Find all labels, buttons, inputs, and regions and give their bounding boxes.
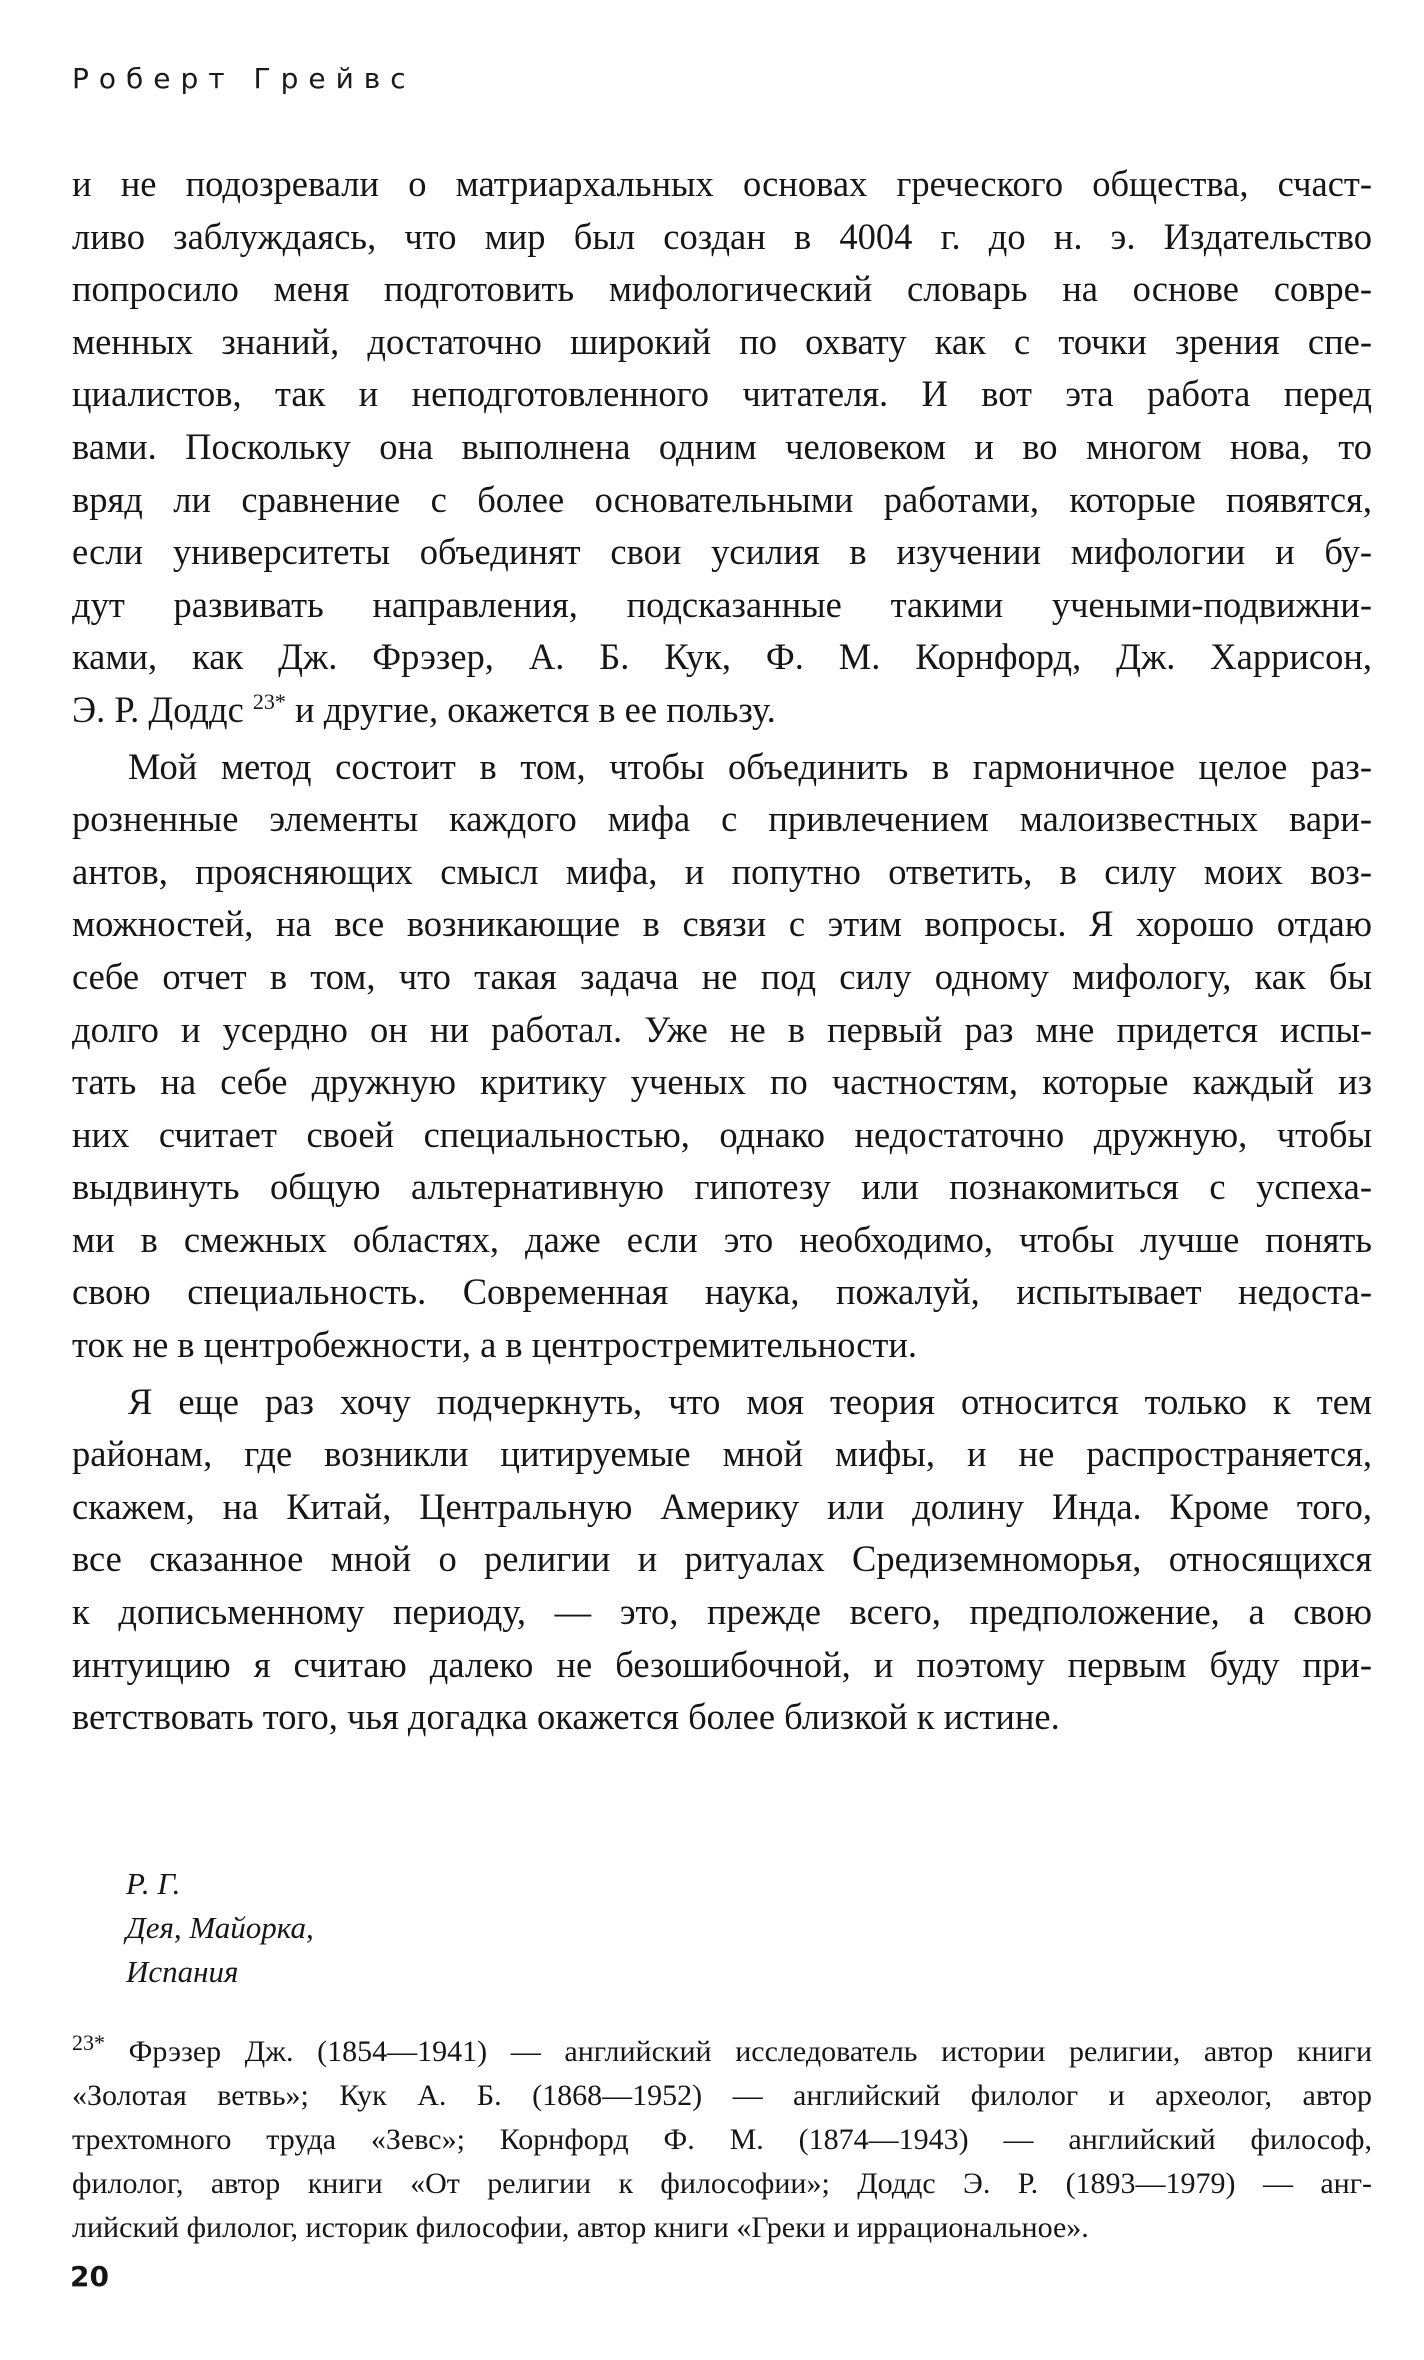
text-line: вряд ли сравнение с более основательными работами, которые появятся, (72, 478, 1372, 520)
text-line: дут развивать направления, подсказанные такими учеными-подвижни- (72, 583, 1372, 625)
text-line: свою специальность. Современная наука, пожалуй, испытывает недоста- (72, 1271, 1372, 1313)
text-line: выдвинуть общую альтернативную гипотезу или познакомиться с успеха- (72, 1166, 1372, 1208)
main-text (72, 158, 1372, 1744)
text-line: них считает своей специальностью, однако недостаточно дружную, чтобы (72, 1113, 1372, 1155)
footnote-line (72, 2030, 1372, 2074)
text-line: можностей, на все возникающие в связи с этим вопросы. Я хорошо отдаю (72, 903, 1372, 945)
text-line: скажем, на Китай, Центральную Америку или долину Инда. Кроме того, (72, 1485, 1372, 1527)
text-line: к дописьменному периоду, — это, прежде всего, предположение, а свою (72, 1591, 1372, 1633)
page-number: 20 (70, 2260, 109, 2293)
text-line: попросило меня подготовить мифологический словарь на основе совре- (72, 268, 1372, 310)
running-header: Роберт Грейвс (72, 62, 416, 95)
text-line: ливо заблуждаясь, что мир был создан в 4004 г. до н. э. Издательство (72, 215, 1372, 257)
paragraph-1 (72, 158, 1372, 737)
footnote (72, 2030, 1372, 2250)
text-line: и не подозревали о матриархальных основах греческого общества, счаст- (72, 163, 1372, 204)
signature-country: Испания (126, 1954, 239, 1989)
text-line: Мой метод состоит в том, чтобы объединить в гармоничное целое раз- (128, 745, 1372, 787)
text-line-last: ток не в центробежности, а в центростремительности. (72, 1324, 918, 1366)
text-line: все сказанное мной о религии и ритуалах Средиземноморья, относящихся (72, 1538, 1372, 1580)
text-line: Я еще раз хочу подчеркнуть, что моя теория относится только к тем (128, 1380, 1372, 1422)
footnote-line: филолог, автор книги «От религии к философии»; Доддс Э. Р. (1893—1979) — анг- (72, 2167, 1372, 2200)
signature-place: Дея, Майорка, (126, 1910, 314, 1945)
text-line: районам, где возникли цитируемые мной мифы, и не распространяется, (72, 1433, 1372, 1475)
text-line: ми в смежных областях, даже если это необходимо, чтобы лучше понять (72, 1218, 1372, 1260)
footnote-line: трехтомного труда «Зевс»; Корнфорд Ф. М. (1874—1943) — английский философ, (72, 2123, 1372, 2156)
text-fragment: и другие, окажется в ее пользу. (285, 688, 776, 730)
text-line: если университеты объединят свои усилия в изучении мифологии и бу- (72, 531, 1372, 573)
paragraph-2 (72, 741, 1372, 1372)
text-line-last: ветствовать того, чья догадка окажется более близкой к истине. (72, 1696, 1060, 1738)
text-line: ками, как Дж. Фрэзер, А. Б. Кук, Ф. М. Корнфорд, Дж. Харрисон, (72, 636, 1372, 678)
footnote-reference[interactable]: 23* (252, 688, 286, 714)
text-line: менных знаний, достаточно широкий по охвату как с точки зрения спе- (72, 320, 1372, 362)
text-line: долго и усердно он ни работал. Уже не в первый раз мне придется испы- (72, 1008, 1372, 1050)
text-line: циалистов, так и неподготовленного читателя. И вот эта работа перед (72, 373, 1372, 415)
text-line: вами. Поскольку она выполнена одним человеком и во многом нова, то (72, 425, 1372, 467)
text-fragment: Фрэзер Дж. (1854—1941) — английский исследователь истории религии, автор книги (105, 2035, 1372, 2068)
text-line: розненные элементы каждого мифа с привлечением малоизвестных вари- (72, 798, 1372, 840)
footnote-marker: 23* (72, 2030, 105, 2055)
author-initials: Р. Г. (126, 1866, 181, 1901)
footnote-line: «Золотая ветвь»; Кук А. Б. (1868—1952) — английский филолог и археолог, автор (72, 2079, 1372, 2112)
text-line-last (72, 684, 1372, 737)
footnote-line-last: лийский филолог, историк философии, автор книги «Греки и иррациональное». (72, 2211, 1089, 2244)
text-line: антов, проясняющих смысл мифа, и попутно ответить, в силу моих воз- (72, 850, 1372, 892)
author-signature (126, 1862, 314, 1994)
text-fragment: Э. Р. Доддс (72, 688, 253, 730)
text-line: тать на себе дружную критику ученых по частностям, которые каждый из (72, 1061, 1372, 1103)
text-line: себе отчет в том, что такая задача не под силу одному мифологу, как бы (72, 955, 1372, 997)
text-line: интуицию я считаю далеко не безошибочной, и поэтому первым буду при- (72, 1643, 1372, 1685)
paragraph-3 (72, 1376, 1372, 1744)
